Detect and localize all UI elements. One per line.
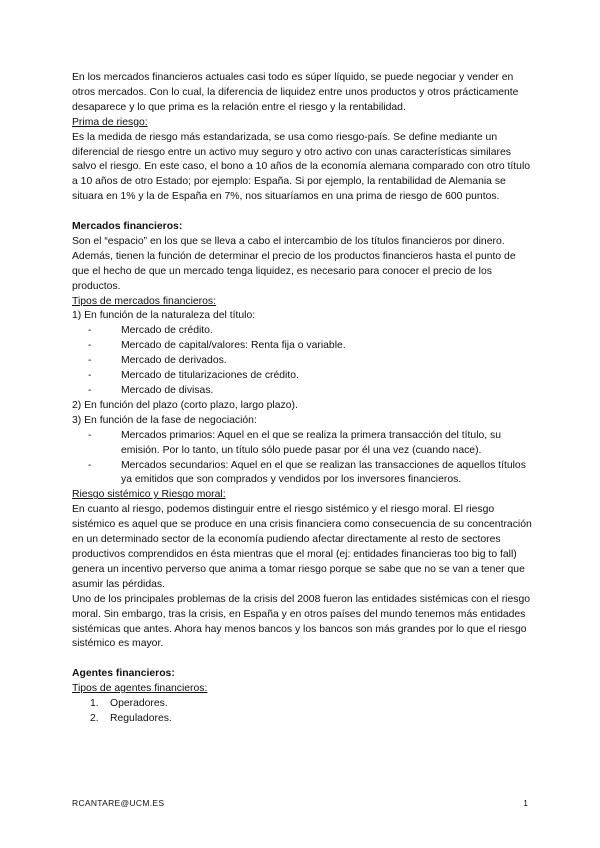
page-number: 1: [523, 798, 528, 808]
list-number: 1.: [90, 698, 99, 710]
agentes-list: [72, 697, 532, 727]
list-item: [90, 697, 532, 712]
list-item: - Mercado de divisas.: [104, 384, 532, 399]
group-3-label: 3) En función de la fase de negociación:: [72, 414, 257, 426]
tipos-agentes-heading: Tipos de agentes financieros:: [72, 683, 208, 695]
list-item: - Mercado de titularizaciones de crédito.: [104, 369, 532, 384]
footer-email: RCANTARE@UCM.ES: [72, 798, 165, 808]
list-item-label: Operadores.: [110, 698, 168, 710]
list-number: 2.: [90, 712, 99, 724]
group-1-label: 1) En función de la naturaleza del título:: [72, 310, 256, 322]
intro-paragraph: En los mercados financieros actuales casi todo es súper líquido, se puede negociar y vender en otros mercados. Con lo cual, la diferencia de liquidez entre unos productos y otros prácticamente desaparece y lo que prima es la relación entre el riesgo y la rentabilidad.: [72, 72, 519, 113]
list-item: [90, 712, 532, 727]
mercados-paragraph: Son el “espacio” en los que se lleva a cabo el intercambio de los títulos financieros por dinero. Además, tienen la función de determinar el precio de los productos financieros hasta el punto de que el hecho de que un mercado tenga liquidez, es necesario para conocer el precio de los productos.: [72, 235, 516, 292]
group-2-label: 2) En función del plazo (corto plazo, largo plazo).: [72, 399, 298, 411]
list-item: - Mercado de crédito.: [104, 324, 532, 339]
prima-paragraph: Es la medida de riesgo más estandarizada, se usa como riesgo-país. Se define mediante un diferencial de riesgo entre un activo muy seguro y otro activo con unas características similares salvo el riesgo. En este caso, el bono a 10 años de la economía alemana comparado con otro título a 10 años de otro Estado; por ejemplo: España. Si por ejemplo, la rentabilidad de Alemania se situara en 1% y la de España en 7%, nos situaríamos en una prima de riesgo de 600 puntos.: [72, 131, 531, 203]
agentes-title: Agentes financieros:: [72, 668, 175, 680]
tipos-mercados-heading: Tipos de mercados financieros:: [72, 295, 216, 307]
riesgo-heading: Riesgo sistémico y Riesgo moral:: [72, 489, 226, 501]
list-item: - Mercados primarios: Aquel en el que se realiza la primera transacción del título, su emisión. Por lo tanto, un título sólo puede pasar por él una vez (cuando nace).: [104, 429, 532, 459]
group-3-list: [72, 429, 532, 489]
prima-heading: Prima de riesgo:: [72, 116, 148, 128]
riesgo-paragraph-1: En cuanto al riesgo, podemos distinguir entre el riesgo sistémico y el riesgo moral. El riesgo sistémico es aquel que se produce en una crisis financiera como consecuencia de su concentración en un determinado sector de la economía pudiendo afectar directamente al resto de sectores productivos comprendidos en ésta mientras que el moral (ej: entidades financieras too big to fall) genera un incentivo perverso que anima a tomar riesgo porque se sabe que no se van a tener que asumir las pérdidas.: [72, 504, 532, 590]
document-body: [72, 71, 532, 727]
mercados-title: Mercados financieros:: [72, 221, 183, 233]
list-item: - Mercado de capital/valores: Renta fija o variable.: [104, 339, 532, 354]
list-item-label: Reguladores.: [110, 712, 172, 724]
riesgo-paragraph-2: Uno de los principales problemas de la crisis del 2008 fueron las entidades sistémicas con el riesgo moral. Sin embargo, tras la crisis, en España y en otros países del mundo tenemos más entidades sistémicas que antes. Ahora hay menos bancos y los bancos son más grandes por lo que el riesgo sistémico es mayor.: [72, 593, 531, 650]
list-item: - Mercados secundarios: Aquel en el que se realizan las transacciones de aquellos títulos ya emitidos que son comprados y vendidos por los inversores financieros.: [104, 459, 532, 489]
group-1-list: [72, 324, 532, 399]
list-item: - Mercado de derivados.: [104, 354, 532, 369]
